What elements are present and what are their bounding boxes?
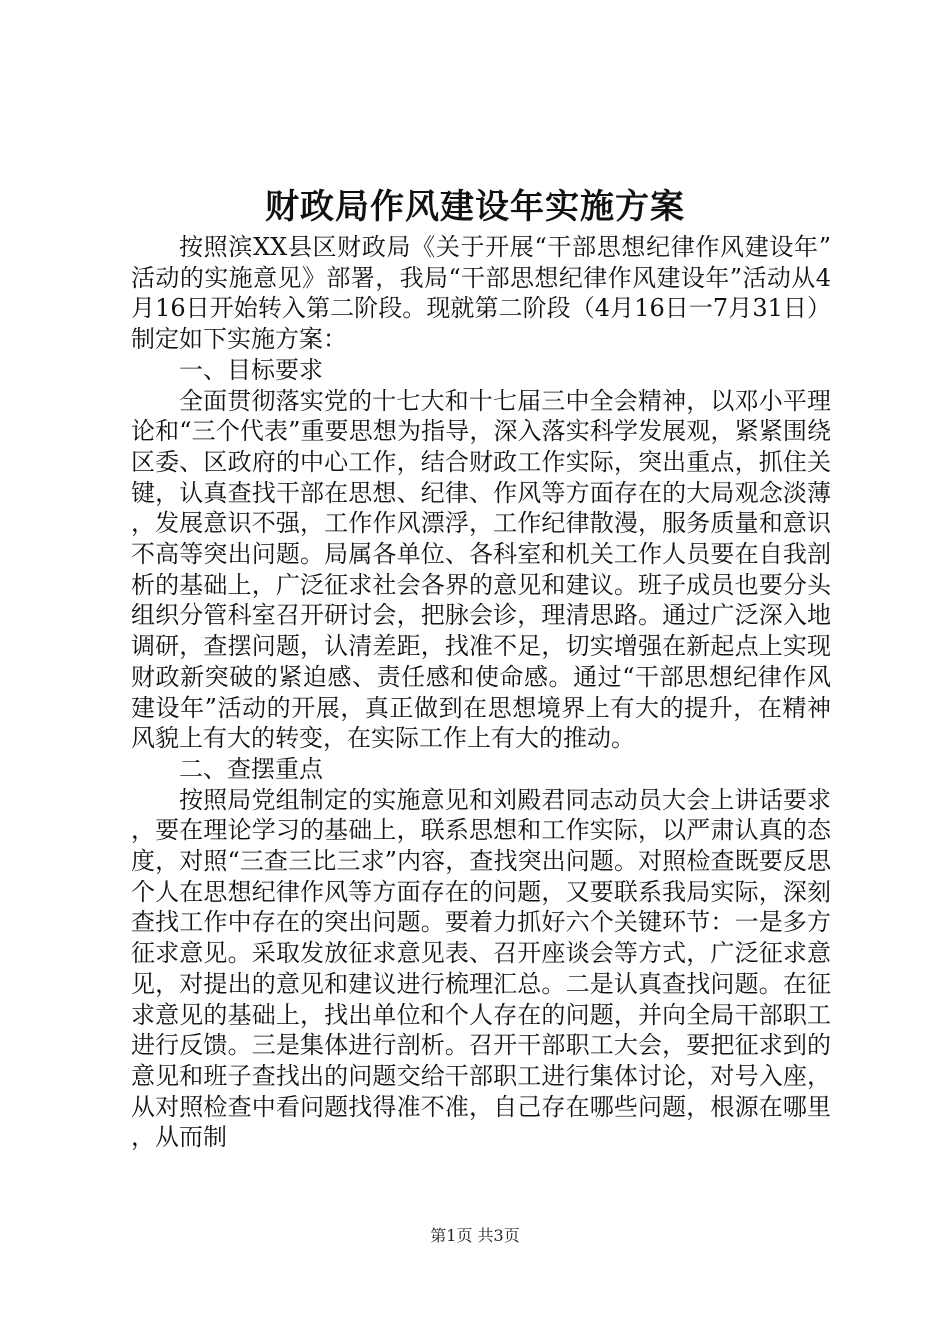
intro-paragraph: 按照滨XX县区财政局《关于开展“干部思想纪律作风建设年”活动的实施意见》部署，我局“干部思想纪律作风建设年”活动从4月16日开始转入第二阶段。现就第二阶段（4月16日一7月31日）制定如下实施方案： — [131, 233, 831, 354]
goals-paragraph: 全面贯彻落实党的十七大和十七届三中全会精神，以邓小平理论和“三个代表”重要思想为指导，深入落实科学发展观，紧紧围绕区委、区政府的中心工作，结合财政工作实际，突出重点，抓住关键，认真查找干部在思想、纪律、作风等方面存在的大局观念淡薄，发展意识不强，工作作风漂浮，工作纪律散漫，服务质量和意识不高等突出问题。局属各单位、各科室和机关工作人员要在自我剖析的基础上，广泛征求社会各界的意见和建议。班子成员也要分头组织分管科室召开研讨会，把脉会诊，理清思路。通过广泛深入地调研，查摆问题，认清差距，找准不足，切实增强在新起点上实现财政新突破的紧迫感、责任感和使命感。通过“干部思想纪律作风建设年”活动的开展，真正做到在思想境界上有大的提升，在精神风貌上有大的转变，在实际工作上有大的推动。 — [131, 386, 831, 753]
section-heading-review-focus: 二、查摆重点 — [179, 754, 323, 783]
document-body — [131, 232, 831, 1153]
review-focus-paragraph: 按照局党组制定的实施意见和刘殿君同志动员大会上讲话要求，要在理论学习的基础上，联系思想和工作实际，以严肃认真的态度，对照“三查三比三求”内容，查找突出问题。对照检查既要反思个人在思想纪律作风等方面存在的问题，又要联系我局实际，深刻查找工作中存在的突出问题。要着力抓好六个关键环节：一是多方征求意见。采取发放征求意见表、召开座谈会等方式，广泛征求意见，对提出的意见和建议进行梳理汇总。二是认真查找问题。在征求意见的基础上，找出单位和个人存在的问题，并向全局干部职工进行反馈。三是集体进行剖析。召开干部职工大会，要把征求到的意见和班子查找出的问题交给干部职工进行集体讨论，对号入座，从对照检查中看问题找得准不准，自己存在哪些问题，根源在哪里，从而制 — [131, 785, 831, 1152]
section-heading-goals: 一、目标要求 — [179, 355, 323, 384]
document-title: 财政局作风建设年实施方案 — [265, 187, 685, 227]
page-number-footer: 第1页 共3页 — [430, 1226, 520, 1245]
